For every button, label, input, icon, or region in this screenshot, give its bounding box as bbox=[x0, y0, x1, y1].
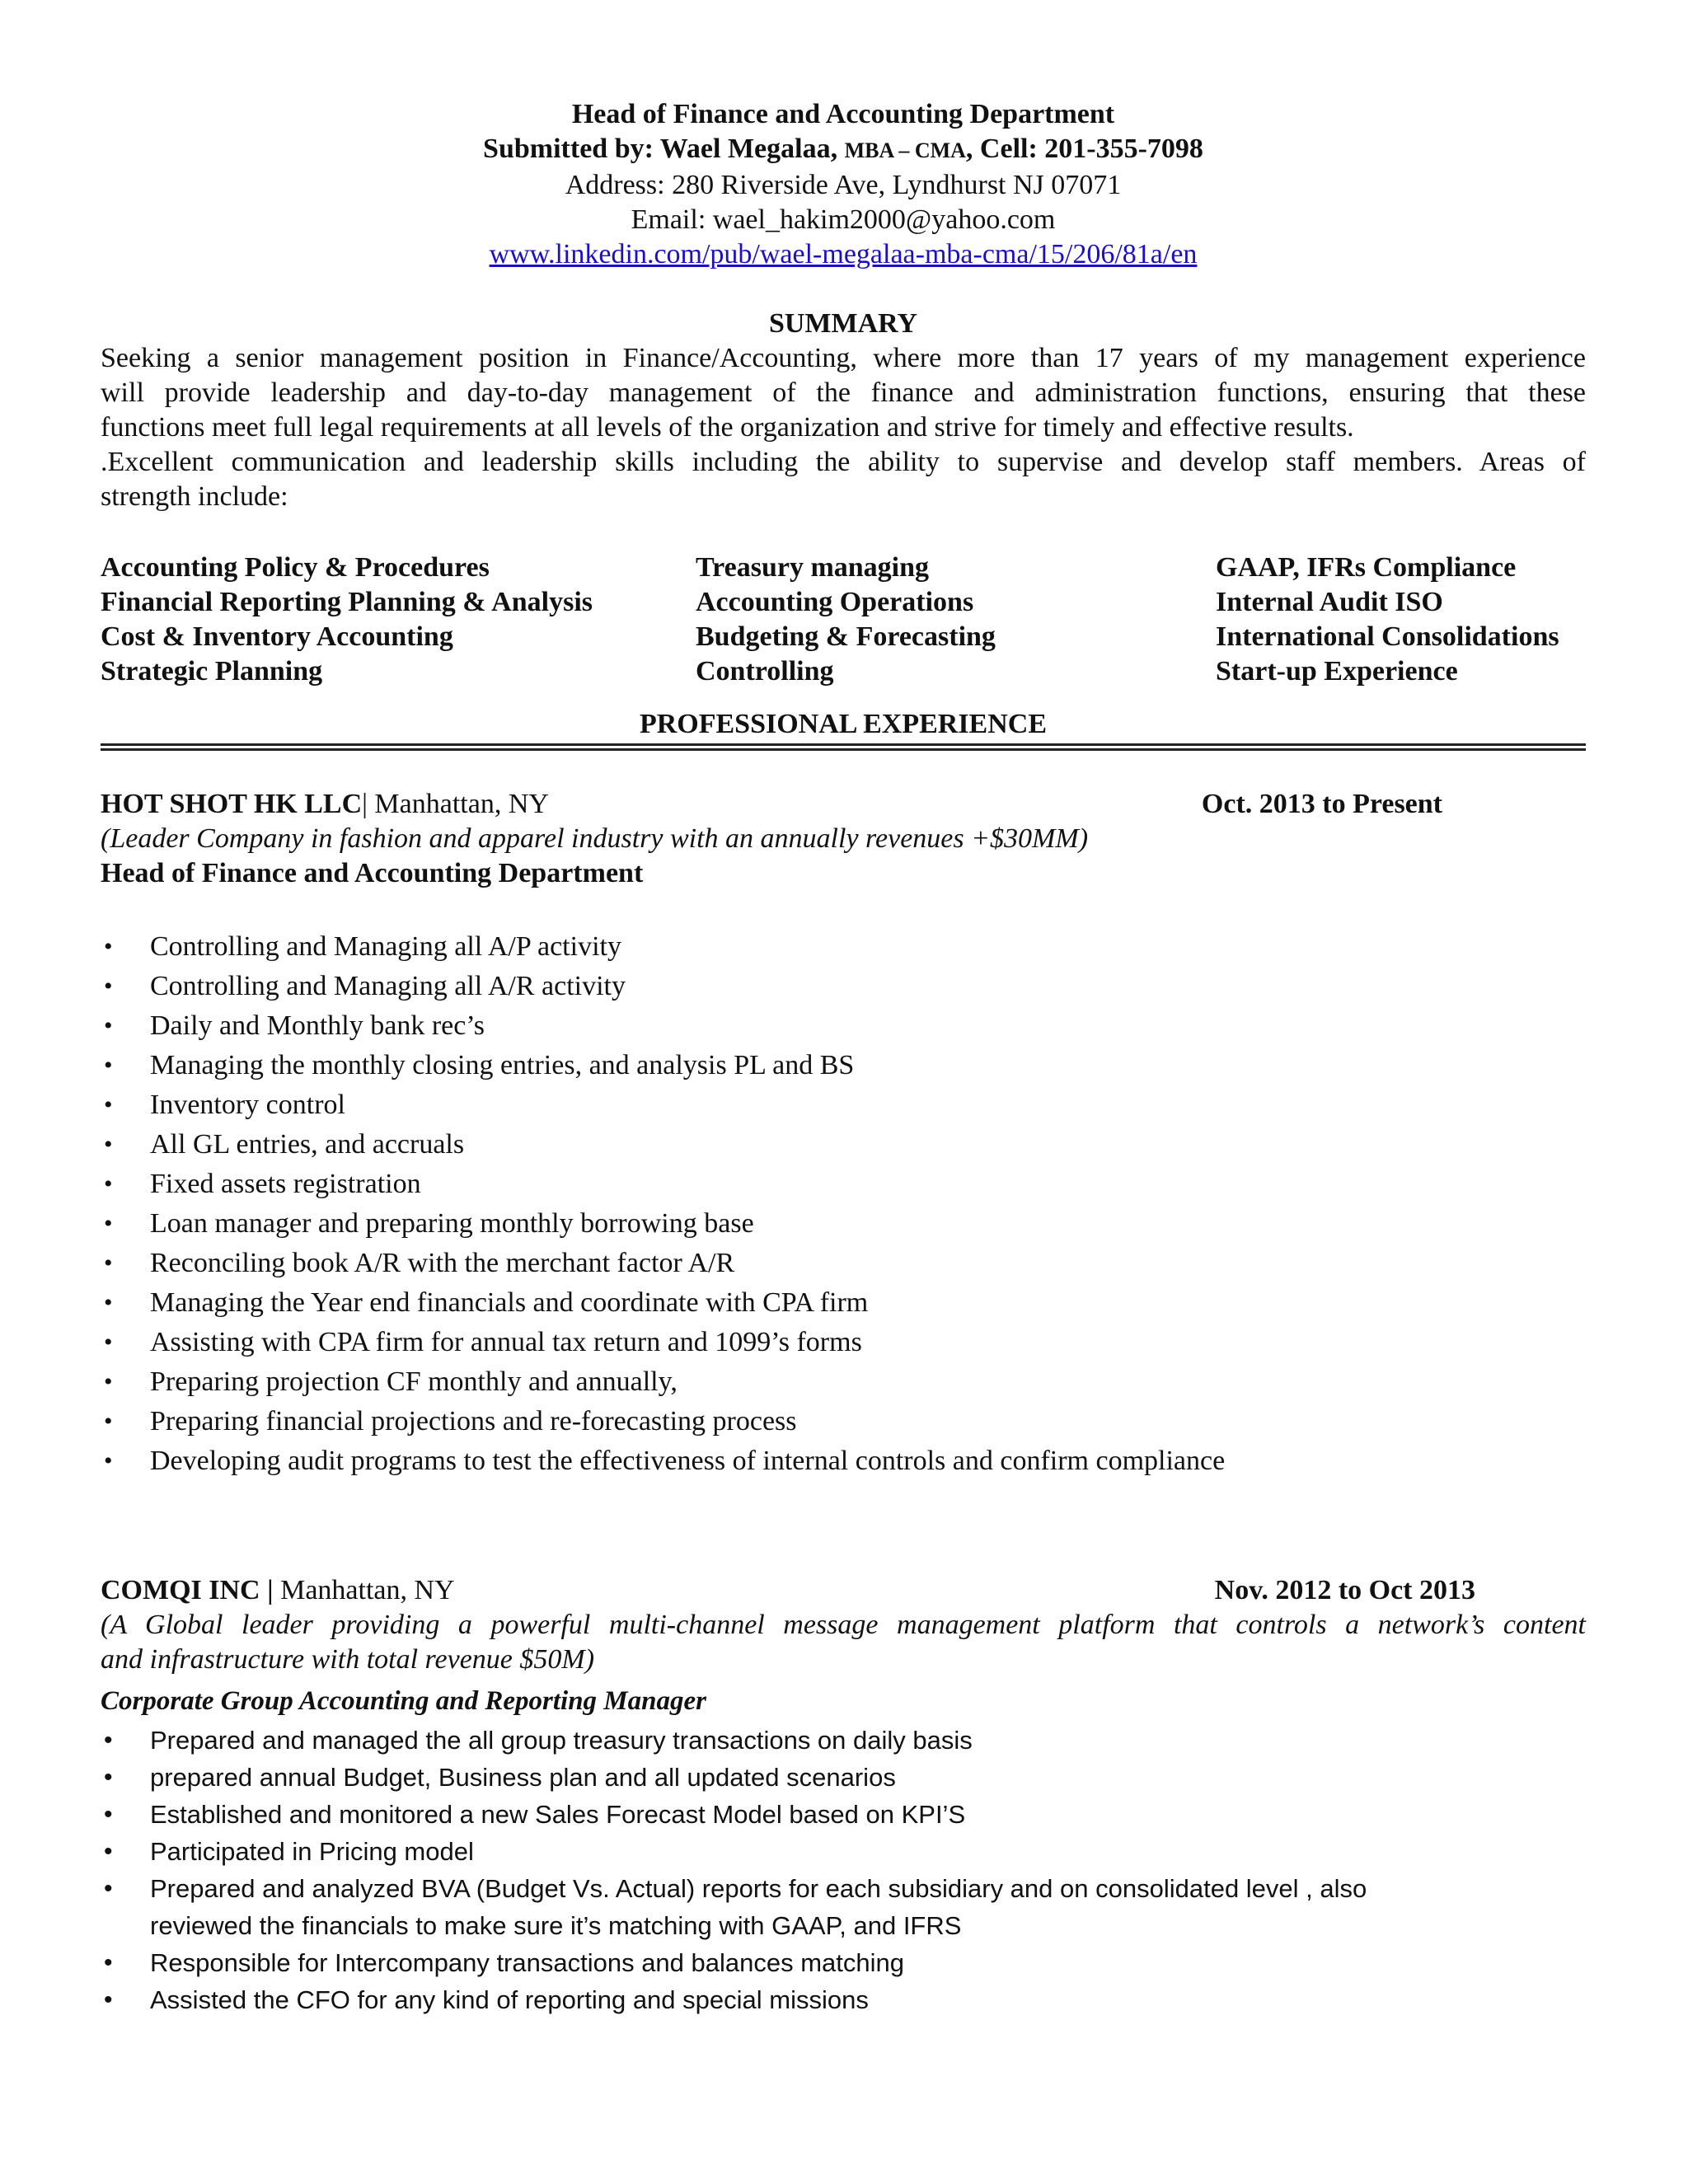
bullet-icon: • bbox=[104, 933, 113, 960]
skill-item: Cost & Inventory Accounting bbox=[101, 621, 453, 652]
job-role: Corporate Group Accounting and Reporting Manager bbox=[101, 1686, 706, 1716]
email: Email: wael_hakim2000@yahoo.com bbox=[631, 204, 1056, 235]
bullet-icon: • bbox=[104, 1838, 113, 1865]
skill-item: Treasury managing bbox=[696, 552, 930, 583]
skill-item: Budgeting & Forecasting bbox=[696, 621, 996, 652]
bullet-icon: • bbox=[104, 1986, 113, 2013]
skill-item: Start-up Experience bbox=[1216, 656, 1458, 687]
linkedin-link[interactable]: www.linkedin.com/pub/wael-megalaa-mba-cma/15/206/81a/en bbox=[489, 239, 1198, 269]
summary-line: strength include: bbox=[101, 481, 288, 512]
bullet-text: Fixed assets registration bbox=[150, 1169, 421, 1199]
company-name: COMQI INC | bbox=[101, 1575, 274, 1605]
bullet-text: Reconciling book A/R with the merchant factor A/R bbox=[150, 1248, 735, 1278]
submitted-by-line bbox=[101, 132, 1586, 168]
bullet-icon: • bbox=[104, 1875, 113, 1902]
experience-heading: PROFESSIONAL EXPERIENCE bbox=[639, 709, 1048, 739]
list-item bbox=[101, 1125, 1586, 1165]
bullet-text: Controlling and Managing all A/R activity bbox=[150, 971, 626, 1001]
bullet-icon: • bbox=[104, 1052, 113, 1079]
company-name: HOT SHOT HK LLC bbox=[101, 789, 363, 819]
bullet-text: Participated in Pricing model bbox=[150, 1837, 474, 1866]
bullet-icon: • bbox=[104, 972, 113, 1000]
company-location: Manhattan, NY bbox=[273, 1575, 455, 1605]
list-item bbox=[101, 1759, 1586, 1796]
address: Address: 280 Riverside Ave, Lyndhurst NJ 07071 bbox=[565, 170, 1122, 200]
summary-line: will provide leadership and day-to-day management of the finance and administration functions, ensuring that these bbox=[101, 377, 1586, 408]
summary-line: .Excellent communication and leadership skills including the ability to supervise and develop staff members. Areas of bbox=[101, 447, 1586, 477]
job-header bbox=[101, 787, 1586, 822]
resume-title: Head of Finance and Accounting Department bbox=[571, 99, 1115, 129]
skill-item: Financial Reporting Planning & Analysis bbox=[101, 587, 593, 617]
list-item bbox=[101, 1944, 1586, 1981]
company-line bbox=[101, 787, 549, 822]
list-item bbox=[101, 1833, 1586, 1870]
bullet-icon: • bbox=[104, 1210, 113, 1237]
skill-item: Controlling bbox=[696, 656, 834, 687]
skill-item: Internal Audit ISO bbox=[1216, 587, 1443, 617]
skill-item: International Consolidations bbox=[1216, 621, 1559, 652]
list-item bbox=[101, 1244, 1586, 1283]
bullet-text: prepared annual Budget, Business plan and all updated scenarios bbox=[150, 1763, 896, 1792]
skill-item: Accounting Policy & Procedures bbox=[101, 552, 490, 583]
list-item bbox=[101, 1981, 1586, 2018]
resume-header bbox=[101, 97, 1586, 272]
job-bullets bbox=[101, 1722, 1586, 2018]
list-item bbox=[101, 1283, 1586, 1323]
bullet-icon: • bbox=[104, 1764, 113, 1791]
bullet-text: Prepared and analyzed BVA (Budget Vs. Actual) reports for each subsidiary and on consolidated level , also reviewed the financials to make sure it’s matching with GAAP, and IFRS bbox=[150, 1874, 1367, 1940]
skill-item: Strategic Planning bbox=[101, 656, 323, 687]
credentials: MBA – CMA bbox=[844, 138, 966, 162]
list-item bbox=[101, 1441, 1586, 1481]
company-description: and infrastructure with total revenue $50M) bbox=[101, 1644, 595, 1675]
section-divider bbox=[101, 743, 1586, 751]
bullet-text: Developing audit programs to test the effectiveness of internal controls and confirm compliance bbox=[150, 1446, 1226, 1476]
summary-line: Seeking a senior management position in Finance/Accounting, where more than 17 years of my management experience bbox=[101, 343, 1586, 373]
bullet-text: All GL entries, and accruals bbox=[150, 1129, 465, 1160]
bullet-icon: • bbox=[104, 1949, 113, 1976]
bullet-text: Managing the Year end financials and coordinate with CPA firm bbox=[150, 1287, 869, 1318]
bullet-icon: • bbox=[104, 1408, 113, 1435]
bullet-text: Assisted the CFO for any kind of reporting and special missions bbox=[150, 1985, 869, 2014]
list-item bbox=[101, 1165, 1586, 1204]
company-description: (A Global leader providing a powerful multi-channel message management platform that controls a network’s content bbox=[101, 1610, 1586, 1640]
bullet-icon: • bbox=[104, 1289, 113, 1316]
list-item bbox=[101, 1870, 1586, 1944]
bullet-text: Loan manager and preparing monthly borrowing base bbox=[150, 1208, 754, 1239]
bullet-icon: • bbox=[104, 1329, 113, 1356]
list-item bbox=[101, 1362, 1586, 1402]
job-dates: Nov. 2012 to Oct 2013 bbox=[1214, 1575, 1475, 1605]
bullet-text: Managing the monthly closing entries, and analysis PL and BS bbox=[150, 1050, 855, 1080]
cell-number: , Cell: 201-355-7098 bbox=[965, 134, 1203, 164]
bullet-text: Established and monitored a new Sales Forecast Model based on KPI’S bbox=[150, 1800, 966, 1829]
list-item bbox=[101, 1323, 1586, 1362]
list-item bbox=[101, 1085, 1586, 1125]
bullet-text: Preparing financial projections and re-forecasting process bbox=[150, 1406, 797, 1436]
job-role: Head of Finance and Accounting Department bbox=[101, 858, 644, 888]
skill-item: Accounting Operations bbox=[696, 587, 974, 617]
list-item bbox=[101, 927, 1586, 967]
bullet-icon: • bbox=[104, 1447, 113, 1474]
bullet-text: Assisting with CPA firm for annual tax return and 1099’s forms bbox=[150, 1327, 862, 1357]
bullet-text: Inventory control bbox=[150, 1090, 345, 1120]
bullet-text: Preparing projection CF monthly and annually, bbox=[150, 1366, 678, 1397]
bullet-icon: • bbox=[104, 1012, 113, 1039]
bullet-text: Responsible for Intercompany transactions and balances matching bbox=[150, 1948, 905, 1977]
bullet-icon: • bbox=[104, 1801, 113, 1828]
job-header bbox=[101, 1573, 1586, 1608]
company-line bbox=[101, 1573, 455, 1608]
summary-text bbox=[101, 341, 1586, 514]
list-item bbox=[101, 1046, 1586, 1085]
bullet-text: Controlling and Managing all A/P activity bbox=[150, 931, 621, 962]
list-item bbox=[101, 1006, 1586, 1046]
job-bullets bbox=[101, 927, 1586, 1481]
list-item bbox=[101, 1722, 1586, 1759]
bullet-text: Daily and Monthly bank rec’s bbox=[150, 1010, 485, 1041]
list-item bbox=[101, 967, 1586, 1006]
list-item bbox=[101, 1402, 1586, 1441]
skills-grid bbox=[101, 551, 1586, 689]
bullet-icon: • bbox=[104, 1249, 113, 1277]
job-dates: Oct. 2013 to Present bbox=[1201, 789, 1442, 819]
company-location: | Manhattan, NY bbox=[362, 789, 549, 819]
skill-item: GAAP, IFRs Compliance bbox=[1216, 552, 1517, 583]
bullet-icon: • bbox=[104, 1727, 113, 1754]
list-item bbox=[101, 1204, 1586, 1244]
bullet-icon: • bbox=[104, 1368, 113, 1395]
bullet-icon: • bbox=[104, 1091, 113, 1118]
bullet-icon: • bbox=[104, 1131, 113, 1158]
list-item bbox=[101, 1796, 1586, 1833]
summary-line: functions meet full legal requirements at all levels of the organization and strive for timely and effective results. bbox=[101, 412, 1354, 443]
submitted-by-name: Submitted by: Wael Megalaa, bbox=[483, 134, 845, 164]
summary-heading: SUMMARY bbox=[768, 308, 918, 339]
company-description: (Leader Company in fashion and apparel industry with an annually revenues +$30MM) bbox=[101, 823, 1089, 854]
bullet-icon: • bbox=[104, 1170, 113, 1197]
bullet-text: Prepared and managed the all group treasury transactions on daily basis bbox=[150, 1726, 973, 1755]
